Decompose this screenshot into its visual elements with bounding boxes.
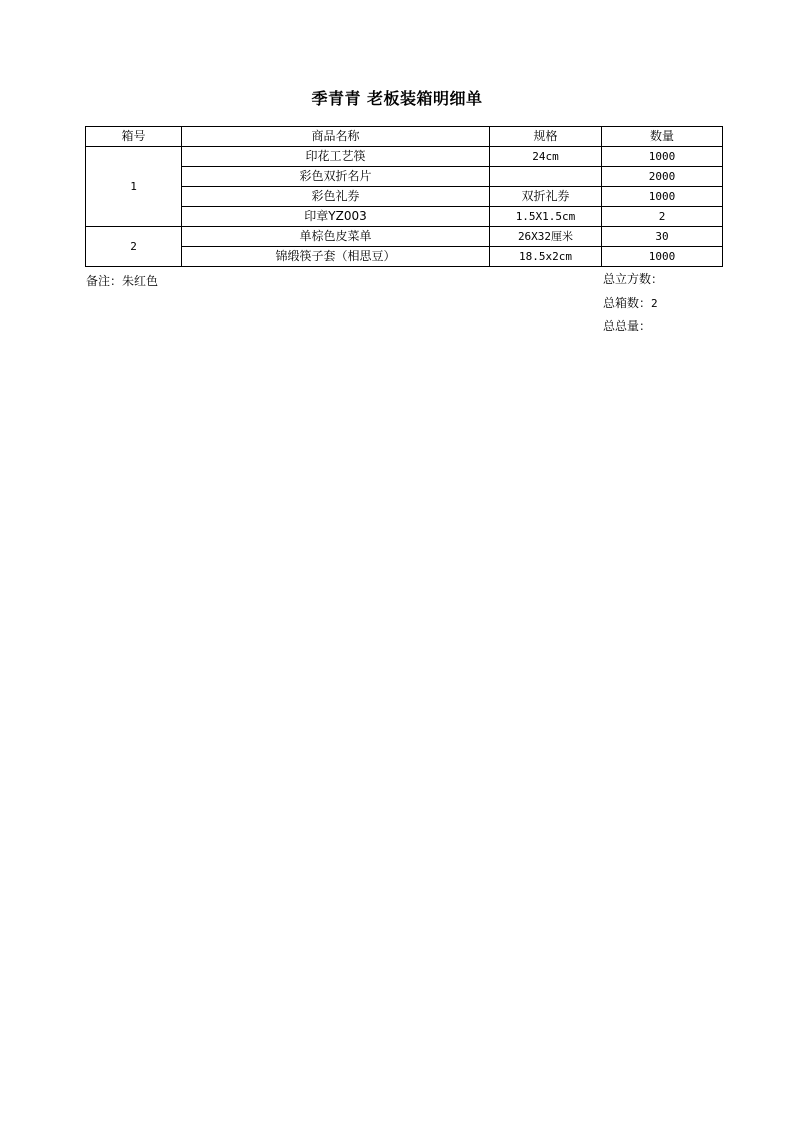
quantity-cell: 30 bbox=[602, 227, 723, 247]
quantity-cell: 2 bbox=[602, 207, 723, 227]
table-row bbox=[86, 207, 723, 227]
table-row bbox=[86, 147, 723, 167]
spec-cell: 双折礼券 bbox=[490, 187, 602, 207]
quantity-cell: 1000 bbox=[602, 247, 723, 267]
quantity-cell: 1000 bbox=[602, 147, 723, 167]
product-name-cell: 单棕色皮菜单 bbox=[182, 227, 490, 247]
product-name-cell: 印花工艺筷 bbox=[182, 147, 490, 167]
table-row bbox=[86, 247, 723, 267]
total-volume-label: 总立方数： bbox=[603, 272, 664, 286]
product-name-cell: 彩色双折名片 bbox=[182, 167, 490, 187]
spec-cell: 26X32厘米 bbox=[490, 227, 602, 247]
total-weight-label: 总总量： bbox=[603, 319, 652, 333]
total-boxes-line bbox=[603, 294, 658, 311]
spec-cell bbox=[490, 167, 602, 187]
product-name-cell: 锦缎筷子套（相思豆） bbox=[182, 247, 490, 267]
total-weight-line bbox=[603, 317, 651, 334]
total-boxes-value: 2 bbox=[651, 297, 658, 310]
quantity-cell: 1000 bbox=[602, 187, 723, 207]
table-row bbox=[86, 167, 723, 187]
total-boxes-label: 总箱数： bbox=[603, 296, 652, 310]
header-quantity: 数量 bbox=[602, 127, 723, 147]
box-number-cell: 2 bbox=[86, 227, 182, 267]
remark-text: 备注：朱红色 bbox=[86, 274, 159, 288]
header-box-number: 箱号 bbox=[86, 127, 182, 147]
packing-list-table bbox=[85, 126, 723, 267]
page-title: 季青青 老板装箱明细单 bbox=[311, 89, 483, 108]
total-volume-line bbox=[603, 270, 663, 287]
product-name-cell: 印章YZ003 bbox=[182, 207, 490, 227]
table-row bbox=[86, 187, 723, 207]
product-name-cell: 彩色礼券 bbox=[182, 187, 490, 207]
header-specification: 规格 bbox=[490, 127, 602, 147]
quantity-cell: 2000 bbox=[602, 167, 723, 187]
box-number-cell: 1 bbox=[86, 147, 182, 227]
spec-cell: 1.5X1.5cm bbox=[490, 207, 602, 227]
spec-cell: 24cm bbox=[490, 147, 602, 167]
table-row bbox=[86, 227, 723, 247]
table-header-row bbox=[86, 127, 723, 147]
spec-cell: 18.5x2cm bbox=[490, 247, 602, 267]
header-product-name: 商品名称 bbox=[182, 127, 490, 147]
